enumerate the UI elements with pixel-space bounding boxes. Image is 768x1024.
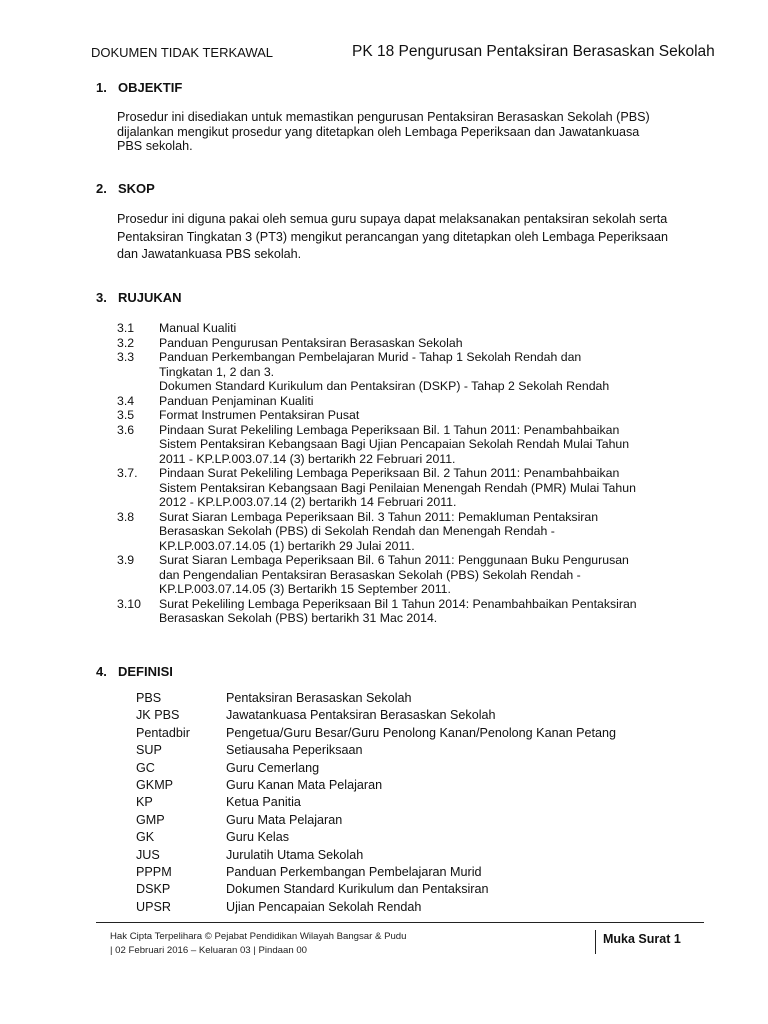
definition-row <box>136 690 676 707</box>
definition-meaning: Guru Mata Pelajaran <box>226 812 343 827</box>
definition-abbreviation: JK PBS <box>136 708 180 723</box>
footer-copyright <box>110 930 406 958</box>
definition-meaning: Jurulatih Utama Sekolah <box>226 847 364 862</box>
reference-line: Surat Pekeliling Lembaga Peperiksaan Bil 1 Tahun 2014: Penambahbaikan Pentaksiran <box>159 596 637 611</box>
definition-abbreviation: GMP <box>136 812 165 827</box>
paragraph-line: Prosedur ini disediakan untuk memastikan pengurusan Pentaksiran Berasaskan Sekolah (PBS) <box>117 110 650 124</box>
definition-row <box>136 829 676 846</box>
definition-meaning: Pengetua/Guru Besar/Guru Penolong Kanan/Penolong Kanan Petang <box>226 725 617 740</box>
definition-abbreviation: DSKP <box>136 882 171 897</box>
definition-row <box>136 760 676 777</box>
rujukan-list <box>117 321 662 626</box>
reference-number: 3.10 <box>117 596 141 611</box>
section-number: 4. <box>96 664 107 679</box>
definition-row <box>136 777 676 794</box>
definition-abbreviation: UPSR <box>136 899 171 914</box>
definition-row <box>136 881 676 898</box>
definition-row <box>136 794 676 811</box>
paragraph-line: Prosedur ini diguna pakai oleh semua guru supaya dapat melaksanakan pentaksiran sekolah serta <box>117 212 668 226</box>
reference-number: 3.2 <box>117 335 135 350</box>
reference-text <box>159 553 662 597</box>
section-title: DEFINISI <box>118 664 173 679</box>
skop-paragraph <box>117 211 677 264</box>
footer-copyright-line: Hak Cipta Terpelihara © Pejabat Pendidikan Wilayah Bangsar & Pudu <box>110 931 407 942</box>
reference-text <box>159 321 662 336</box>
reference-line: Format Instrumen Pentaksiran Pusat <box>159 408 360 422</box>
definition-meaning: Dokumen Standard Kurikulum dan Pentaksiran <box>226 882 489 897</box>
page-number-label: Muka Surat 1 <box>603 932 681 946</box>
reference-text <box>159 597 662 626</box>
reference-number: 3.1 <box>117 321 135 335</box>
section-number: 2. <box>96 181 107 196</box>
paragraph-line: dijalankan mengikut prosedur yang ditetapkan oleh Lembaga Peperiksaan dan Jawatankuasa <box>117 124 640 139</box>
definition-abbreviation: PPPM <box>136 864 172 879</box>
definition-meaning: Jawatankuasa Pentaksiran Berasaskan Sekolah <box>226 708 496 723</box>
definition-meaning: Ketua Panitia <box>226 795 301 810</box>
definition-meaning: Guru Cemerlang <box>226 760 320 775</box>
reference-text <box>159 379 662 394</box>
reference-text <box>159 408 662 423</box>
definition-abbreviation: GK <box>136 830 155 845</box>
reference-number <box>117 379 159 394</box>
definition-meaning: Setiausaha Peperiksaan <box>226 743 363 758</box>
reference-number: 3.6 <box>117 422 135 437</box>
reference-item <box>117 408 662 423</box>
reference-item <box>117 510 662 554</box>
reference-number: 3.8 <box>117 509 135 524</box>
reference-text <box>159 466 662 510</box>
definisi-list <box>136 690 676 916</box>
reference-line: Berasaskan Sekolah (PBS) bertarikh 31 Mac 2014. <box>159 611 438 625</box>
definition-row <box>136 899 676 916</box>
reference-text <box>159 394 662 409</box>
definition-abbreviation: GKMP <box>136 777 174 792</box>
reference-line: Sistem Pentaksiran Kebangsaan Bagi Penilaian Menengah Rendah (PMR) Mulai Tahun <box>159 480 636 495</box>
objektif-paragraph <box>117 110 669 154</box>
reference-line: Panduan Penjaminan Kualiti <box>159 393 314 408</box>
reference-number: 3.9 <box>117 553 135 567</box>
definition-abbreviation: SUP <box>136 743 162 758</box>
reference-line: Panduan Perkembangan Pembelajaran Murid - Tahap 1 Sekolah Rendah dan <box>159 350 582 364</box>
definition-abbreviation: GC <box>136 760 155 775</box>
header-document-title: PK 18 Pengurusan Pentaksiran Berasaskan Sekolah <box>352 43 715 60</box>
reference-line: Manual Kualiti <box>159 321 237 335</box>
definition-meaning: Panduan Perkembangan Pembelajaran Murid <box>226 864 482 879</box>
section-number: 1. <box>96 80 107 95</box>
section-definisi-heading <box>96 664 173 679</box>
section-title: RUJUKAN <box>118 290 182 305</box>
reference-item <box>117 336 662 351</box>
reference-line: Tingkatan 1, 2 dan 3. <box>159 364 275 379</box>
reference-line: Pindaan Surat Pekeliling Lembaga Peperiksaan Bil. 1 Tahun 2011: Penambahbaikan <box>159 422 620 437</box>
reference-text <box>159 423 662 467</box>
definition-row <box>136 847 676 864</box>
reference-text <box>159 336 662 351</box>
reference-line: 2012 - KP.LP.003.07.14 (2) bertarikh 14 Februari 2011. <box>159 495 457 509</box>
reference-line: KP.LP.003.07.14.05 (1) bertarikh 29 Julai 2011. <box>159 538 415 553</box>
section-number: 3. <box>96 290 107 305</box>
footer-issue-line: | 02 Februari 2016 – Keluaran 03 | Pindaan 00 <box>110 945 307 956</box>
header-document-status: DOKUMEN TIDAK TERKAWAL <box>91 45 274 60</box>
reference-item <box>117 423 662 467</box>
reference-text <box>159 510 662 554</box>
section-skop-heading <box>96 181 155 196</box>
reference-number: 3.4 <box>117 393 135 408</box>
reference-item <box>117 394 662 409</box>
definition-row <box>136 742 676 759</box>
definition-row <box>136 864 676 881</box>
reference-item <box>117 597 662 626</box>
reference-item <box>117 466 662 510</box>
footer-separator <box>595 930 596 954</box>
reference-item <box>117 321 662 336</box>
definition-meaning: Pentaksiran Berasaskan Sekolah <box>226 691 412 705</box>
reference-line: Dokumen Standard Kurikulum dan Pentaksiran (DSKP) - Tahap 2 Sekolah Rendah <box>159 379 610 393</box>
definition-meaning: Guru Kelas <box>226 830 289 845</box>
reference-line: Berasaskan Sekolah (PBS) di Sekolah Rendah dan Menengah Rendah - <box>159 524 555 538</box>
reference-number: 3.5 <box>117 408 135 422</box>
definition-abbreviation: KP <box>136 795 153 810</box>
section-rujukan-heading <box>96 290 182 305</box>
definition-meaning: Guru Kanan Mata Pelajaran <box>226 777 383 792</box>
section-title: OBJEKTIF <box>118 80 183 95</box>
reference-line: KP.LP.003.07.14.05 (3) Bertarikh 15 September 2011. <box>159 582 451 596</box>
section-objektif-heading <box>96 80 182 95</box>
definition-abbreviation: Pentadbir <box>136 725 190 740</box>
paragraph-line: PBS sekolah. <box>117 139 193 153</box>
definition-abbreviation: PBS <box>136 691 162 705</box>
reference-line: Pindaan Surat Pekeliling Lembaga Peperiksaan Bil. 2 Tahun 2011: Penambahbaikan <box>159 466 620 480</box>
definition-row <box>136 812 676 829</box>
paragraph-line: Pentaksiran Tingkatan 3 (PT3) mengikut perancangan yang ditetapkan oleh Lembaga Peperiksaan <box>117 229 668 244</box>
reference-number: 3.7. <box>117 466 138 480</box>
definition-meaning: Ujian Pencapaian Sekolah Rendah <box>226 899 422 914</box>
reference-item <box>117 553 662 597</box>
section-title: SKOP <box>118 181 155 196</box>
definition-row <box>136 707 676 724</box>
reference-line: Surat Siaran Lembaga Peperiksaan Bil. 6 Tahun 2011: Penggunaan Buku Pengurusan <box>159 553 629 567</box>
reference-line: Surat Siaran Lembaga Peperiksaan Bil. 3 Tahun 2011: Pemakluman Pentaksiran <box>159 509 599 524</box>
footer-divider <box>96 922 704 923</box>
reference-line: 2011 - KP.LP.003.07.14 (3) bertarikh 22 Februari 2011. <box>159 451 456 466</box>
reference-item <box>117 379 662 394</box>
reference-line: dan Pengendalian Pentaksiran Berasaskan Sekolah (PBS) Sekolah Rendah - <box>159 567 581 582</box>
definition-abbreviation: JUS <box>136 847 160 862</box>
paragraph-line: dan Jawatankuasa PBS sekolah. <box>117 247 302 261</box>
reference-number: 3.3 <box>117 350 135 364</box>
reference-text <box>159 350 662 379</box>
definition-row <box>136 725 676 742</box>
reference-line: Panduan Pengurusan Pentaksiran Berasaskan Sekolah <box>159 335 463 350</box>
reference-line: Sistem Pentaksiran Kebangsaan Bagi Ujian Pencapaian Sekolah Rendah Mulai Tahun <box>159 437 630 451</box>
reference-item <box>117 350 662 379</box>
